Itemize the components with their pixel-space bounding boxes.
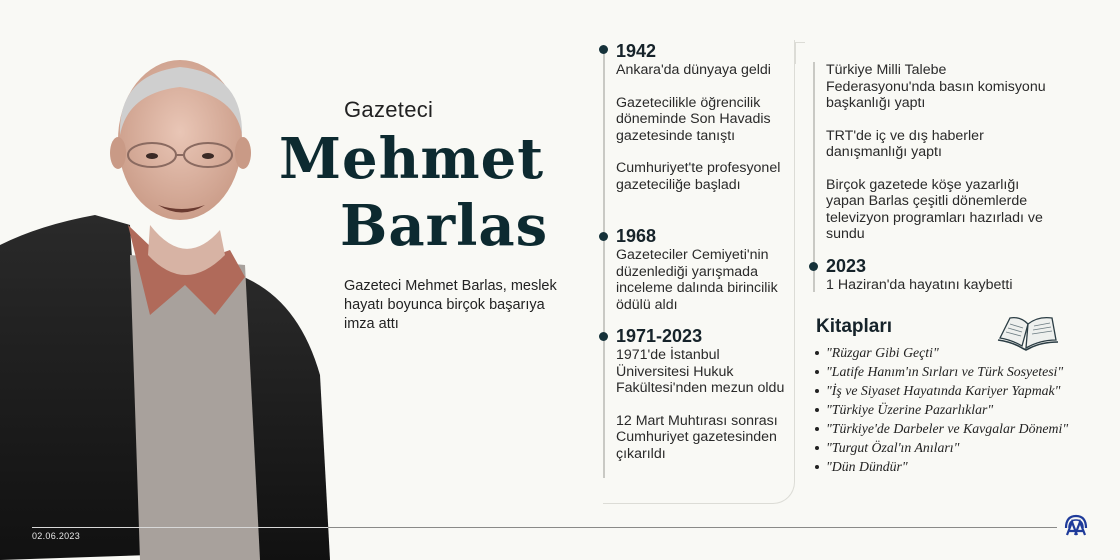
timeline-event-2023	[810, 256, 1050, 294]
aa-logo-icon	[1063, 514, 1089, 536]
timeline-dot-icon	[599, 232, 608, 241]
timeline-event-1942	[600, 41, 790, 193]
event-year: 2023	[826, 256, 867, 276]
book-item: "Rüzgar Gibi Geçti"	[814, 343, 1068, 362]
event-year: 1968	[616, 226, 657, 246]
book-item: "Turgut Özal'ın Anıları"	[814, 438, 1068, 457]
event-text: Ankara'da dünyaya geldi	[616, 62, 771, 78]
timeline-continued	[826, 61, 1056, 243]
summary-text: Gazeteci Mehmet Barlas, meslek hayatı boyunca birçok başarıya imza attı	[344, 278, 557, 332]
event-text: 12 Mart Muhtırası sonrası Cumhuriyet gazetesinden çıkarıldı	[616, 412, 778, 462]
title-first-name: Mehmet	[279, 126, 545, 192]
event-text: 1971'de İstanbul Üniversitesi Hukuk Fakültesi'nden mezun oldu	[616, 347, 785, 396]
event-text: Türkiye Milli Talebe Federasyonu'nda basın komisyonu başkanlığı yaptı	[826, 62, 1046, 111]
event-text: Gazeteciler Cemiyeti'nin düzenlediği yarışmada inceleme dalında birincilik ödülü aldı	[616, 247, 778, 313]
title-last-name: Barlas	[340, 193, 549, 259]
event-text: Birçok gazetede köşe yazarlığı yapan Barlas çeşitli dönemlerde televizyon programları hazırladı ve sundu	[826, 176, 1043, 242]
timeline-continuation-frame	[795, 42, 805, 64]
timeline-dot-icon	[809, 262, 818, 271]
book-item: "Türkiye'de Darbeler ve Kavgalar Dönemi"	[814, 419, 1068, 438]
event-year: 1971-2023	[616, 326, 703, 346]
subtitle-profession: Gazeteci	[344, 97, 434, 122]
event-text: TRT'de iç ve dış haberler danışmanlığı yaptı	[826, 127, 984, 160]
timeline-dot-icon	[599, 45, 608, 54]
book-item: "Latife Hanım'ın Sırları ve Türk Sosyetesi"	[814, 362, 1068, 381]
event-text: Cumhuriyet'te profesyonel gazeteciliğe başladı	[616, 160, 781, 193]
books-heading: Kitapları	[816, 316, 893, 337]
book-item: "İş ve Siyaset Hayatında Kariyer Yapmak"	[814, 381, 1068, 400]
book-item: "Dün Dündür"	[814, 457, 1068, 476]
books-list	[814, 343, 1068, 476]
event-text: Gazetecilikle öğrencilik döneminde Son Havadis gazetesinde tanıştı	[616, 94, 771, 144]
event-year: 1942	[616, 41, 657, 61]
event-text: 1 Haziran'da hayatını kaybetti	[826, 277, 1013, 293]
footer-divider-overlay	[32, 527, 328, 528]
publish-date: 02.06.2023	[32, 531, 81, 541]
timeline-dot-icon	[599, 332, 608, 341]
timeline-event-1971-2023	[600, 326, 790, 462]
timeline-event-1968	[600, 226, 790, 313]
book-item: "Türkiye Üzerine Pazarlıklar"	[814, 400, 1068, 419]
